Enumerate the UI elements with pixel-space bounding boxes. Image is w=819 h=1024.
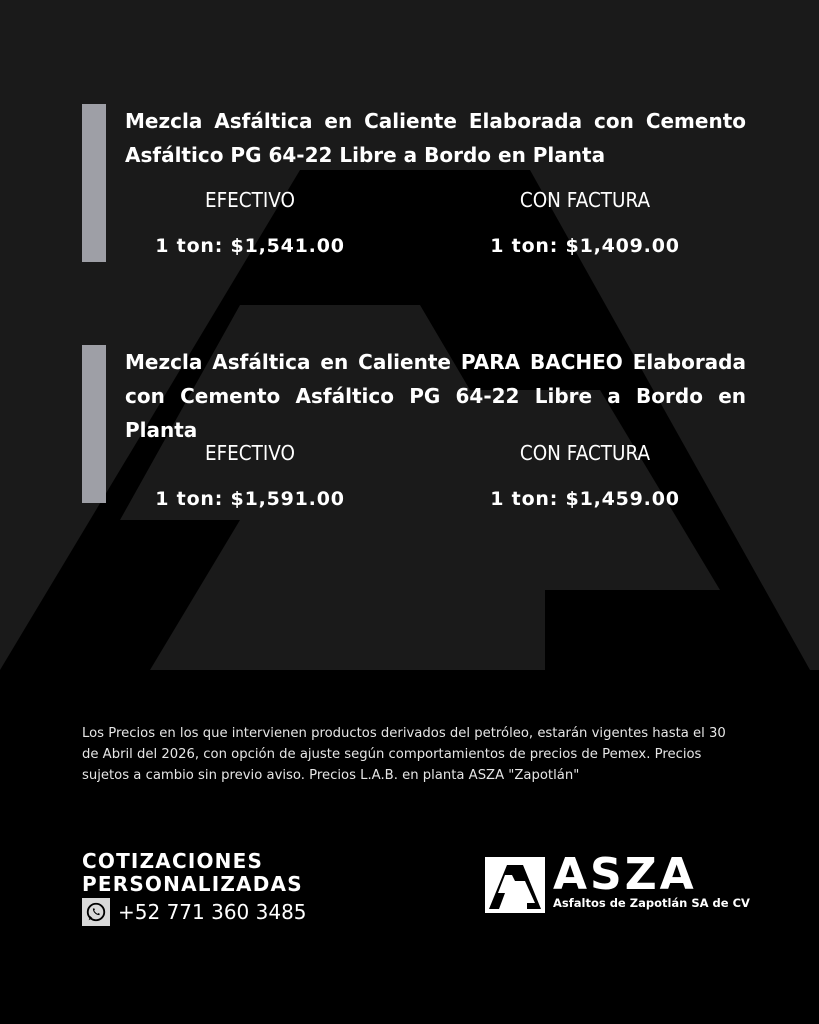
quote-line-2: PERSONALIZADAS [82, 872, 303, 896]
phone-number: +52 771 360 3485 [118, 900, 307, 924]
product-title: Mezcla Asfáltica en Caliente PARA BACHEO Elaborada con Cemento Asfáltico PG 64-22 Libre a Bordo en Planta [125, 350, 746, 442]
cash-label: EFECTIVO [204, 441, 296, 465]
product-title: Mezcla Asfáltica en Caliente Elaborada con Cemento Asfáltico PG 64-22 Libre a Bordo en Planta [125, 109, 746, 167]
custom-quotes-heading [82, 850, 303, 896]
brand-logo [485, 849, 755, 913]
quote-line-1: COTIZACIONES [82, 849, 264, 873]
product-accent-bar [82, 345, 106, 503]
cash-label: EFECTIVO [204, 188, 296, 212]
asza-logo-icon [485, 857, 545, 913]
whatsapp-icon [82, 898, 110, 926]
invoice-price: 1 ton: $1,409.00 [490, 235, 680, 257]
product-card-2 [82, 345, 746, 510]
brand-subtitle: Asfaltos de Zapotlán SA de CV [553, 896, 750, 910]
product-accent-bar [82, 104, 106, 262]
cash-price: 1 ton: $1,541.00 [155, 235, 345, 257]
invoice-price: 1 ton: $1,459.00 [490, 488, 680, 510]
product-card-1 [82, 104, 746, 264]
cash-price: 1 ton: $1,591.00 [155, 488, 345, 510]
brand-name: ASZA [553, 849, 697, 900]
invoice-label: CON FACTURA [519, 188, 651, 212]
invoice-label: CON FACTURA [519, 441, 651, 465]
phone-contact[interactable] [82, 898, 307, 926]
price-disclaimer: Los Precios en los que intervienen productos derivados del petróleo, estarán vigentes hasta el 30 de Abril del 2026, con opción de ajuste según comportamientos de precios de Pemex. Precios sujetos a cambio sin previo aviso. Precios L.A.B. en planta ASZA "Zapotlán" [82, 726, 726, 783]
